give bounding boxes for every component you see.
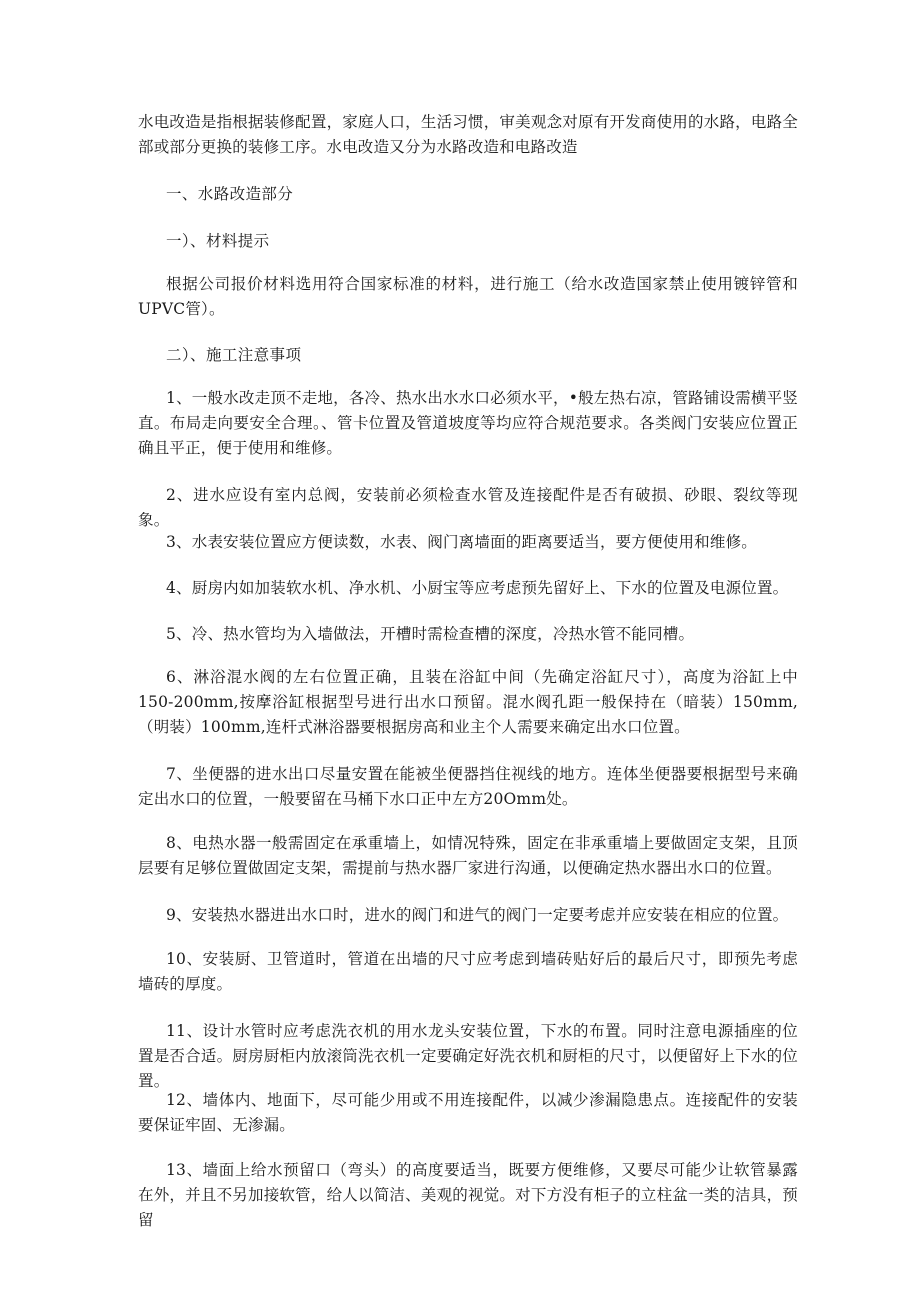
list-item: 2、进水应设有室内总阀，安装前必须检查水管及连接配件是否有破损、砂眼、裂纹等现象。 xyxy=(138,486,798,529)
materials-paragraph: 根据公司报价材料选用符合国家标准的材料，进行施工（给水改造国家禁止使用镀锌管和UPVC管）。 xyxy=(138,275,798,318)
list-item: 12、墙体内、地面下，尽可能少用或不用连接配件，以减少渗漏隐患点。连接配件的安装要保证牢固、无渗漏。 xyxy=(138,1091,798,1134)
notes-heading: 二）、施工注意事项 xyxy=(166,346,302,364)
list-item: 10、安装厨、卫管道时，管道在出墙的尺寸应考虑到墙砖贴好后的最后尺寸，即预先考虑墙砖的厚度。 xyxy=(138,950,798,993)
list-item: 6、淋浴混水阀的左右位置正确，且装在浴缸中间（先确定浴缸尺寸），高度为浴缸上中150-200mm,按摩浴缸根据型号进行出水口预留。混水阀孔距一般保持在（暗装）150mm,（明装）100mm,连杆式淋浴器要根据房高和业主个人需要来确定出水口位置。 xyxy=(138,668,798,736)
list-item: 4、厨房内如加装软水机、净水机、小厨宝等应考虑预先留好上、下水的位置及电源位置。 xyxy=(166,579,789,597)
list-item: 7、坐便器的进水出口尽量安置在能被坐便器挡住视线的地方。连体坐便器要根据型号来确定出水口的位置，一般要留在马桶下水口正中左方20Omm处。 xyxy=(138,765,798,808)
list-item: 3、水表安装位置应方便读数，水表、阀门离墙面的距离要适当，要方便使用和维修。 xyxy=(166,533,757,551)
section-heading: 一、水路改造部分 xyxy=(166,185,294,203)
list-item: 8、电热水器一般需固定在承重墙上，如情况特殊，固定在非承重墙上要做固定支架，且顶层要有足够位置做固定支架，需提前与热水器厂家进行沟通，以便确定热水器出水口的位置。 xyxy=(138,834,798,877)
list-item: 1、一般水改走顶不走地，各冷、热水出水水口必须水平，•般左热右凉，管路铺设需横平竖直。布局走向要安全合理。、管卡位置及管道坡度等均应符合规范要求。各类阀门安装应位置正确且平正，便于使用和维修。 xyxy=(138,389,798,457)
list-item: 5、冷、热水管均为入墙做法，开槽时需检查槽的深度，冷热水管不能同槽。 xyxy=(166,625,695,643)
list-item: 11、设计水管时应考虑洗衣机的用水龙头安装位置，下水的布置。同时注意电源插座的位置是否合适。厨房厨柜内放滚筒洗衣机一定要确定好洗衣机和厨柜的尺寸，以便留好上下水的位置。 xyxy=(138,1022,798,1090)
list-item: 9、安装热水器进出水口时，进水的阀门和进气的阀门一定要考虑并应安装在相应的位置。 xyxy=(166,906,789,924)
intro-paragraph: 水电改造是指根据装修配置，家庭人口，生活习惯，审美观念对原有开发商使用的水路，电路全部或部分更换的装修工序。水电改造又分为水路改造和电路改造 xyxy=(138,113,798,156)
materials-heading: 一）、材料提示 xyxy=(166,232,270,250)
list-item: 13、墙面上给水预留口（弯头）的高度要适当，既要方便维修，又要尽可能少让软管暴露在外，并且不另加接软管，给人以简洁、美观的视觉。对下方没有柜子的立柱盆一类的洁具，预留 xyxy=(138,1161,798,1229)
